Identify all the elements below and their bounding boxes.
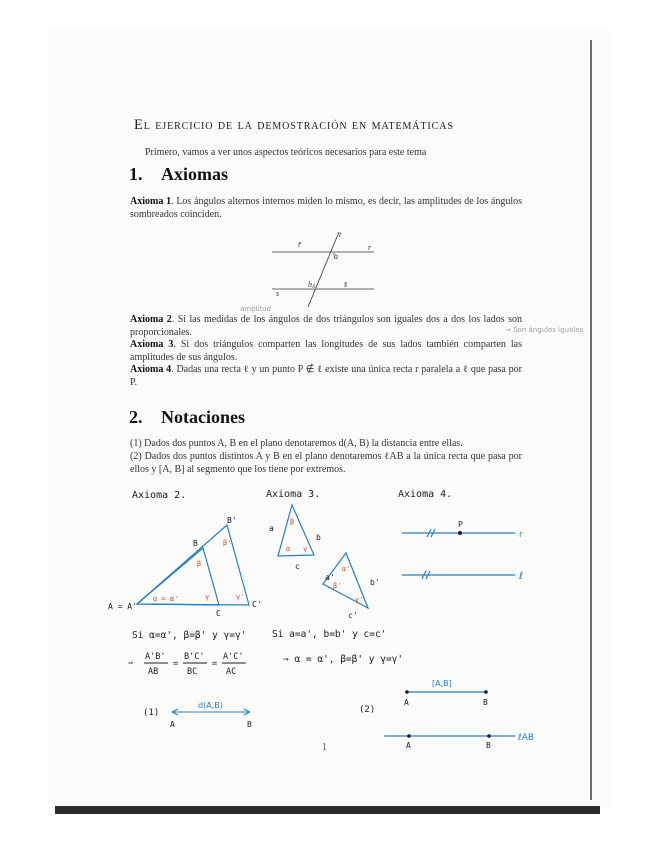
ax3-triangle-1 (278, 505, 314, 556)
label-r: r (368, 243, 372, 252)
axiom-1-text: . Los ángulos alternos internos miden lo mismo, es decir, las amplitudes de los ángulos sombreados coinciden. (130, 196, 522, 220)
ax3-side-c-prime: c' (348, 611, 358, 620)
ax2-condition: Si α=α', β=β' y γ=γ' (132, 630, 247, 641)
ax3-side-a-prime: a' (325, 573, 335, 582)
ax2-vertex-B: B (193, 539, 198, 548)
ax2-implies-arrow: ⇒ (128, 658, 134, 668)
ax2-angle-beta-prime: β' (223, 539, 232, 547)
hw-axioma-4-title: Axioma 4. (398, 489, 453, 500)
ax3-side-a: a (269, 524, 274, 533)
ax2-equals-2: = (212, 659, 218, 669)
axiom-4-label: Axioma 4 (130, 364, 172, 375)
ax2-ratio-2-num: B'C' (184, 652, 205, 662)
not2-point-A: A (404, 698, 409, 707)
ax3-angle-gamma: γ (303, 545, 308, 553)
page-number: 1 (322, 742, 327, 753)
not1-distance-label: d(A,B) (198, 701, 223, 710)
ax2-ratio-3-num: A'C' (223, 652, 244, 662)
not2-line-label-A: A (406, 741, 411, 750)
ax2-angle-gamma: γ (205, 593, 210, 601)
ax3-angle-alpha: α (286, 545, 291, 553)
not2-line-label-B: B (486, 741, 491, 750)
ax3-condition: Si a=a', b=b' y c=c' (272, 629, 387, 640)
ax2-angle-gamma-prime: γ' (236, 593, 245, 601)
label-s: s (276, 289, 280, 298)
not2-label: (2) (359, 705, 376, 715)
ax3-side-b-prime: b' (370, 578, 380, 587)
not2-point-B: B (483, 698, 488, 707)
not2-line-point-B (487, 734, 491, 738)
notation-1: (1) Dados dos puntos A, B en el plano denotaremos d(A, B) la distancia entre ellas. (130, 438, 463, 449)
section-2-title: Notaciones (161, 407, 245, 427)
axiom-4-text: . Dadas una recta ℓ y un punto P ∉ ℓ existe una única recta r paralela a ℓ que pasa por P. (130, 364, 522, 388)
label-b: b (308, 280, 312, 289)
not2-line-point-A (407, 734, 411, 738)
not1-point-A: A (170, 720, 175, 729)
not1-label: (1) (143, 708, 160, 718)
axiom-1-label: Axioma 1 (130, 196, 172, 207)
axiom-2-text: . Si las medidas de los ángulos de dos triángulos son iguales dos a dos los lados son proporcionales. (130, 314, 522, 338)
ax2-vertex-C: C (216, 609, 221, 618)
label-a: a (334, 252, 338, 261)
ax4-label-l: ℓ (519, 571, 524, 582)
ax4-point-P (458, 531, 462, 535)
ax2-vertex-A: A = A' (108, 602, 137, 611)
notation-2: (2) Dados dos puntos distintos A y B en el plano denotaremos ℓAB a la única recta que pasa por ellos y [A, B] al segmento que los tiene por extremos. (130, 451, 522, 475)
ax2-angle-beta: β (197, 560, 202, 568)
document-title: El ejercicio de la demostración en matemáticas (134, 117, 454, 133)
ax2-big-triangle (137, 525, 249, 605)
ax2-ratio-1-num: A'B' (145, 652, 166, 662)
hw-axioma-3-title: Axioma 3. (266, 489, 321, 500)
hw-axioma-2-title: Axioma 2. (132, 490, 187, 501)
ax2-ratio-1-den: AB (148, 667, 159, 677)
section-1-title: Axiomas (161, 164, 228, 184)
label-t: t (339, 230, 342, 239)
ax3-side-b: b (316, 533, 321, 542)
ax2-ratio-3-den: AC (226, 667, 237, 677)
axiom-1-figure (272, 232, 374, 307)
ax4-label-r: r (519, 530, 523, 540)
label-r-bar: r̄ (298, 240, 302, 249)
transversal-t (308, 232, 339, 307)
not2-seg-point-B (484, 690, 488, 694)
label-s-bar: s̄ (344, 280, 348, 289)
axiom-2-label: Axioma 2 (130, 314, 172, 325)
ax3-angle-beta: β (290, 518, 295, 526)
ax3-angle-alpha-prime: α' (342, 565, 351, 573)
section-2-number: 2. (129, 407, 143, 427)
ax2-equals-1: = (173, 659, 179, 669)
ax3-conclusion: ⇒ α = α', β=β' y γ=γ' (283, 654, 404, 665)
pencil-note-amplitud: amplitud (240, 305, 272, 313)
not2-seg-point-A (405, 690, 409, 694)
axiom-3-label: Axioma 3 (130, 339, 174, 350)
ax3-angle-gamma-prime: γ' (355, 596, 364, 604)
ax2-ratio-2-den: BC (187, 667, 198, 677)
ax2-triangles (137, 525, 249, 605)
ax3-angle-beta-prime: β' (333, 582, 342, 590)
axiom-3-text: . Si dos triángulos comparten las longitudes de sus lados también comparten las amplitudes de sus ángulos. (130, 339, 522, 363)
intro-text: Primero, vamos a ver unos aspectos teóricos necesarios para este tema (145, 147, 427, 158)
ax3-side-c: c (295, 562, 300, 571)
ax2-angle-alpha: α = α' (153, 595, 179, 603)
pencil-note-equal-angles: → Son ángulos iguales (505, 326, 584, 334)
not2-segment-label: [A,B] (432, 679, 452, 688)
ax4-label-P: P (458, 520, 463, 529)
not1-point-B: B (247, 720, 252, 729)
ax4-lines (402, 529, 515, 579)
not2-line-label: ℓAB (518, 733, 535, 743)
ax2-ratio-equation (128, 652, 246, 677)
ax2-vertex-C-prime: C' (252, 600, 262, 609)
section-1-number: 1. (129, 164, 143, 184)
ax2-vertex-B-prime: B' (227, 516, 237, 525)
